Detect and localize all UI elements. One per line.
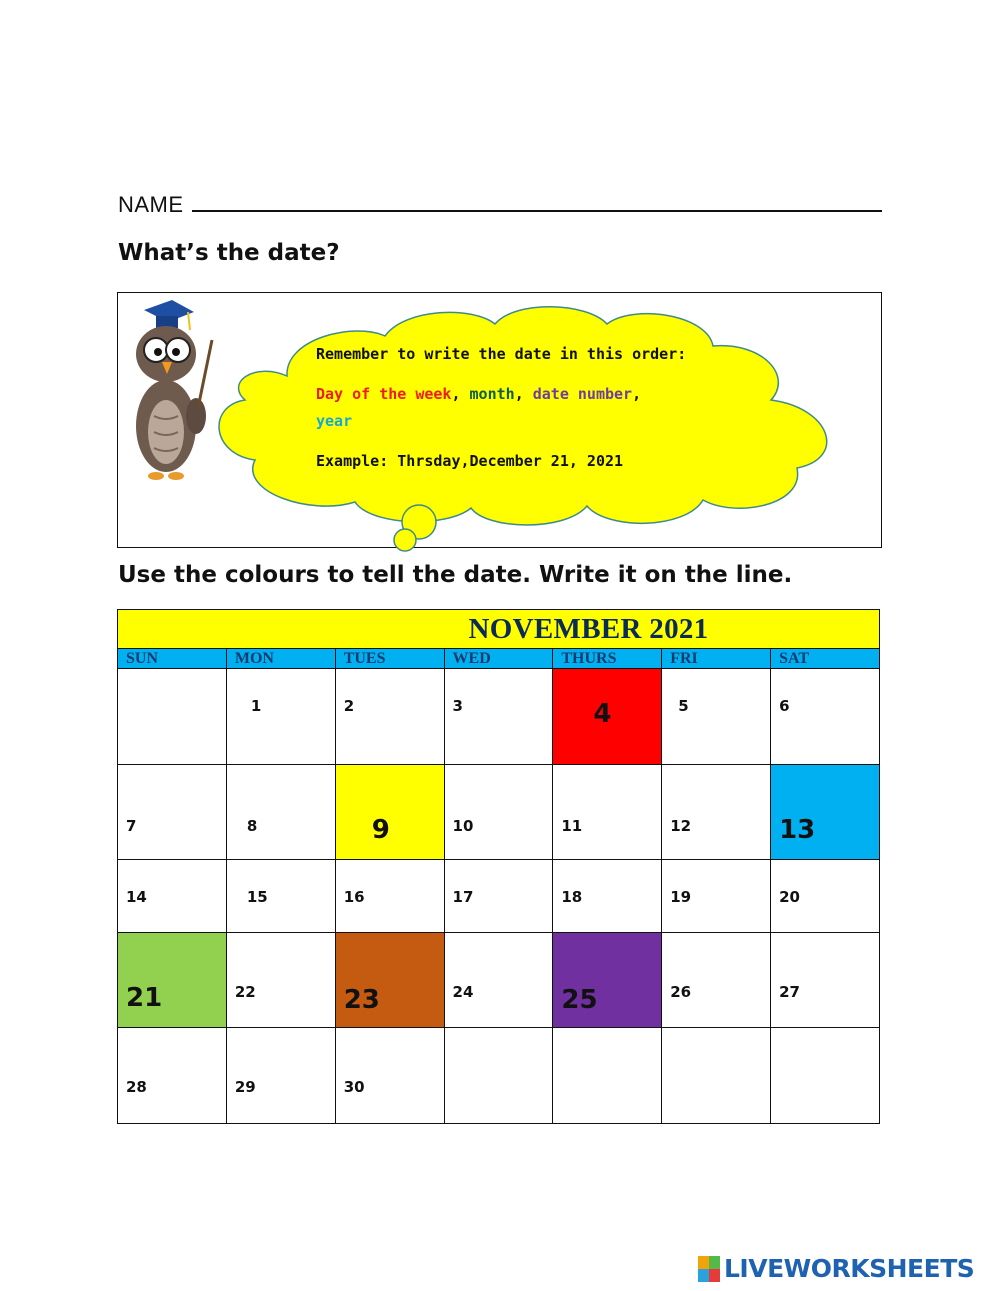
calendar-cell — [553, 1028, 662, 1124]
calendar-cell — [118, 860, 227, 933]
date-number: 26 — [670, 983, 692, 1001]
calendar-cell — [444, 1028, 553, 1124]
date-number: 19 — [670, 888, 692, 906]
calendar-cell — [118, 765, 227, 860]
calendar-cell — [226, 860, 335, 933]
calendar-month-header — [118, 610, 880, 649]
date-number: 6 — [779, 697, 790, 715]
date-number: 29 — [234, 1078, 256, 1096]
date-number: 30 — [343, 1078, 365, 1096]
date-number-highlighted: 23 — [343, 985, 380, 1015]
calendar-cell — [226, 933, 335, 1028]
calendar-cell-highlight-red — [553, 669, 662, 765]
calendar-cell — [444, 933, 553, 1028]
calendar-cell — [335, 669, 444, 765]
date-number: 24 — [452, 983, 474, 1001]
logo-text: LIVEWORKSHEETS — [724, 1254, 975, 1283]
day-header-thurs: THURS — [553, 649, 662, 669]
calendar-cell — [771, 1028, 880, 1124]
calendar-cell — [444, 669, 553, 765]
date-number: 22 — [234, 983, 256, 1001]
name-field — [118, 192, 882, 218]
calendar-cell — [662, 1028, 771, 1124]
calendar-cell-highlight-blue — [771, 765, 880, 860]
calendar-cell — [771, 933, 880, 1028]
date-number: 11 — [561, 817, 583, 835]
calendar-cell — [444, 860, 553, 933]
name-underline — [192, 192, 882, 212]
day-header-mon: MON — [226, 649, 335, 669]
calendar-cell — [226, 669, 335, 765]
instruction-order — [316, 385, 641, 403]
date-number: 5 — [678, 697, 689, 715]
date-number: 18 — [561, 888, 583, 906]
date-number: 14 — [126, 888, 147, 906]
calendar-cell — [662, 933, 771, 1028]
calendar — [117, 609, 880, 1124]
order-year: year — [316, 412, 353, 430]
calendar-cell — [335, 1028, 444, 1124]
day-header-sat: SAT — [771, 649, 880, 669]
date-number: 3 — [452, 697, 463, 715]
calendar-cell — [226, 765, 335, 860]
calendar-cell-highlight-purple — [553, 933, 662, 1028]
page-title: What’s the date? — [118, 240, 340, 266]
calendar-cell — [662, 860, 771, 933]
date-number-highlighted: 9 — [371, 815, 390, 845]
name-label: NAME — [118, 192, 184, 217]
calendar-cell — [118, 669, 227, 765]
calendar-month-title: NOVEMBER 2021 — [468, 612, 709, 645]
calendar-cell — [662, 669, 771, 765]
calendar-cell — [771, 860, 880, 933]
order-sep1: , — [451, 385, 470, 403]
calendar-cell — [553, 765, 662, 860]
liveworksheets-logo-icon — [698, 1256, 720, 1282]
calendar-cell — [118, 1028, 227, 1124]
order-sep3: , — [632, 385, 642, 403]
order-sep2: , — [514, 385, 533, 403]
order-month: month — [469, 385, 515, 403]
instruction-line1: Remember to write the date in this order: — [316, 345, 687, 363]
day-header-fri: FRI — [662, 649, 771, 669]
date-number: 27 — [779, 983, 800, 1001]
date-number: 20 — [779, 888, 800, 906]
subtitle: Use the colours to tell the date. Write it on the line. — [118, 562, 793, 588]
date-number: 7 — [126, 817, 137, 835]
order-date: date number — [532, 385, 633, 403]
day-header-tues: TUES — [335, 649, 444, 669]
date-number: 16 — [343, 888, 365, 906]
calendar-cell-highlight-brown — [335, 933, 444, 1028]
liveworksheets-logo[interactable] — [698, 1254, 974, 1283]
calendar-cell-highlight-green — [118, 933, 227, 1028]
date-number: 12 — [670, 817, 692, 835]
calendar-cell — [771, 669, 880, 765]
day-header-wed: WED — [444, 649, 553, 669]
date-number-highlighted: 21 — [126, 983, 163, 1013]
date-number: 2 — [343, 697, 355, 715]
date-number: 10 — [452, 817, 474, 835]
date-number: 15 — [246, 888, 268, 906]
owl-teacher-icon — [128, 296, 216, 492]
date-number: 28 — [126, 1078, 147, 1096]
thought-cloud-icon — [215, 296, 840, 556]
calendar-cell — [662, 765, 771, 860]
date-number-highlighted: 4 — [593, 699, 612, 729]
instruction-example: Example: Thrsday,December 21, 2021 — [316, 452, 624, 470]
calendar-cell — [226, 1028, 335, 1124]
calendar-cell — [553, 860, 662, 933]
date-number: 17 — [452, 888, 474, 906]
calendar-cell-highlight-yellow — [335, 765, 444, 860]
date-number-highlighted: 13 — [779, 815, 816, 845]
date-number: 8 — [246, 817, 258, 835]
calendar-cell — [444, 765, 553, 860]
date-number: 1 — [250, 697, 262, 715]
day-header-sun: SUN — [118, 649, 227, 669]
calendar-cell — [335, 860, 444, 933]
order-day: Day of the week — [316, 385, 452, 403]
date-number-highlighted: 25 — [561, 985, 598, 1015]
